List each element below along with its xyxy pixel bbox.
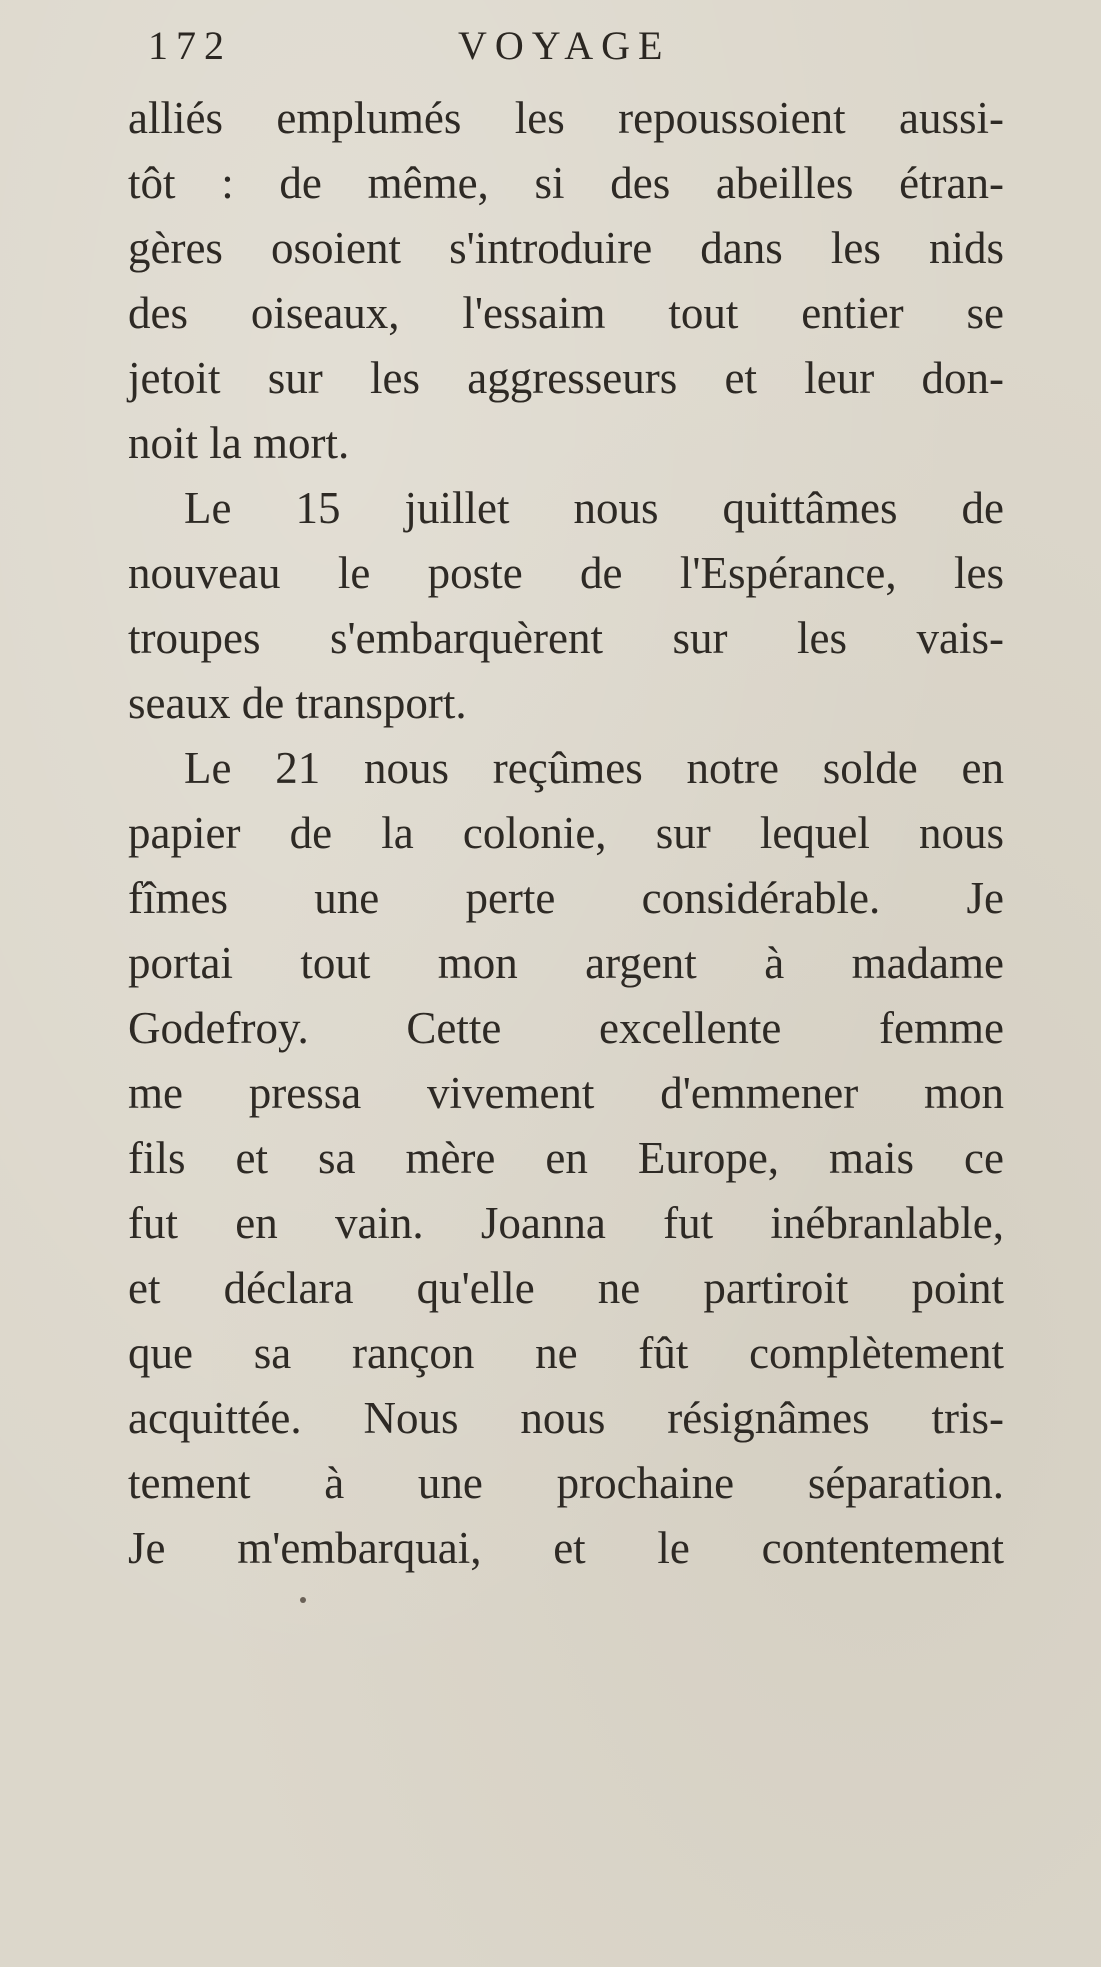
running-head: [148, 22, 1028, 72]
text-line: tement à une prochaine séparation.: [128, 1458, 1004, 1508]
text-line: Je m'embarquai, et le contentement: [128, 1523, 1004, 1573]
text-line: noit la mort.: [128, 418, 350, 468]
text-line: fîmes une perte considérable. Je: [128, 873, 1004, 923]
body-text: [128, 86, 1004, 1581]
page-number: 172: [148, 23, 232, 68]
running-title: VOYAGE: [458, 23, 671, 68]
text-line: que sa rançon ne fût complètement: [128, 1328, 1004, 1378]
text-line: me pressa vivement d'emmener mon: [128, 1068, 1004, 1118]
text-line: alliés emplumés les repoussoient aussi-: [128, 93, 1004, 143]
text-line: des oiseaux, l'essaim tout entier se: [128, 288, 1004, 338]
text-line: Le 21 nous reçûmes notre solde en: [184, 743, 1004, 793]
text-line: Godefroy. Cette excellente femme: [128, 1003, 1004, 1053]
text-line: et déclara qu'elle ne partiroit point: [128, 1263, 1004, 1313]
text-line: fils et sa mère en Europe, mais ce: [128, 1133, 1004, 1183]
text-line: nouveau le poste de l'Espérance, les: [128, 548, 1004, 598]
ink-speck: [300, 1597, 306, 1603]
text-line: gères osoient s'introduire dans les nids: [128, 223, 1004, 273]
text-line: seaux de transport.: [128, 678, 467, 728]
text-line: fut en vain. Joanna fut inébranlable,: [128, 1198, 1004, 1248]
text-line: papier de la colonie, sur lequel nous: [128, 808, 1004, 858]
text-line: portai tout mon argent à madame: [128, 938, 1004, 988]
text-line: troupes s'embarquèrent sur les vais-: [128, 613, 1004, 663]
text-line: Le 15 juillet nous quittâmes de: [184, 483, 1004, 533]
text-line: jetoit sur les aggresseurs et leur don-: [128, 353, 1004, 403]
text-line: tôt : de même, si des abeilles étran-: [128, 158, 1004, 208]
text-line: acquittée. Nous nous résignâmes tris-: [128, 1393, 1004, 1443]
